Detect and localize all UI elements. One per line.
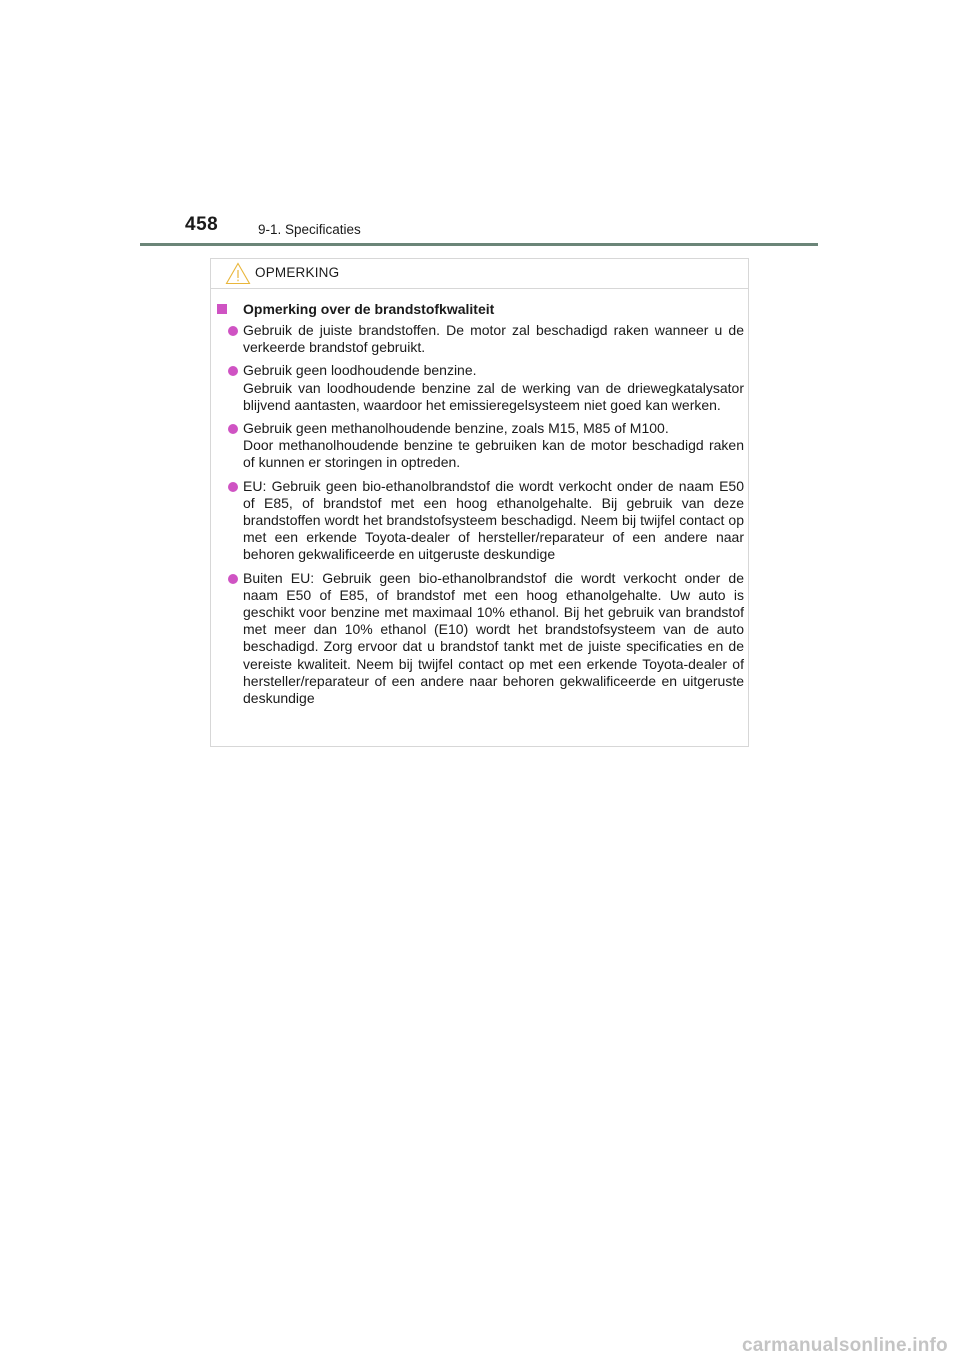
page-number: 458	[185, 214, 219, 235]
notice-header	[211, 259, 748, 289]
bullet-dot-icon	[228, 574, 238, 584]
list-item-text: Buiten EU: Gebruik geen bio-ethanolbrandstof die wordt verkocht onder de naam E50 of E85, of brandstof met een hoog ethanolgehalte. Uw auto is geschikt voor benzine met maximaal 10% ethanol. Bij het gebruik van brandstof met meer dan 10% ethanol (E10) wordt het brandstofsysteem van de auto beschadigd. Zorg ervoor dat u brandstof tankt met de juiste specificaties en de vereiste kwaliteit. Neem bij twijfel contact op met een erkende Toyota-dealer of hersteller/reparateur of een andere naar behoren gekwalificeerde en uitgeruste deskundige	[243, 569, 744, 707]
list-item-text: EU: Gebruik geen bio-ethanolbrandstof die wordt verkocht onder de naam E50 of E85, of brandstof met een hoog ethanolgehalte. Bij gebruik van deze brandstoffen wordt het brandstofsysteem beschadigd. Neem bij twijfel contact op met een erkende Toyota-dealer of hersteller/reparateur of een andere naar behoren gekwalificeerde en uitgeruste deskundige	[243, 477, 744, 563]
bullet-dot-icon	[228, 366, 238, 376]
notice-label: OPMERKING	[255, 265, 340, 280]
list-item	[217, 362, 744, 414]
list-item-text: Gebruik de juiste brandstoffen. De motor zal beschadigd raken wanneer u de verkeerde brandstof gebruikt.	[243, 322, 744, 356]
notice-topic	[217, 300, 744, 318]
header-divider	[140, 243, 818, 246]
bullet-dot-icon	[228, 326, 238, 336]
warning-triangle-icon	[225, 262, 251, 285]
bullet-dot-icon	[228, 424, 238, 434]
list-item-detail: Gebruik van loodhoudende benzine zal de werking van de driewegkatalysator blijvend aantasten, waardoor het emissieregelsysteem niet goed kan werken.	[243, 379, 744, 413]
watermark: carmanualsonline.info	[742, 1335, 948, 1356]
notice-list	[217, 322, 744, 707]
list-item	[217, 478, 744, 564]
list-item	[217, 570, 744, 708]
list-item	[217, 322, 744, 356]
notice-box	[210, 258, 749, 747]
notice-topic-text: Opmerking over de brandstofkwaliteit	[243, 301, 495, 317]
bullet-dot-icon	[228, 482, 238, 492]
list-item	[217, 420, 744, 472]
list-item-text: Gebruik geen methanolhoudende benzine, zoals M15, M85 of M100.	[243, 420, 669, 437]
square-bullet-icon	[217, 304, 227, 314]
list-item-text: Gebruik geen loodhoudende benzine.	[243, 362, 477, 379]
section-title: 9-1. Specificaties	[258, 222, 361, 237]
notice-body	[217, 300, 744, 713]
list-item-detail: Door methanolhoudende benzine te gebruiken kan de motor beschadigd raken of kunnen er storingen in optreden.	[243, 437, 744, 471]
